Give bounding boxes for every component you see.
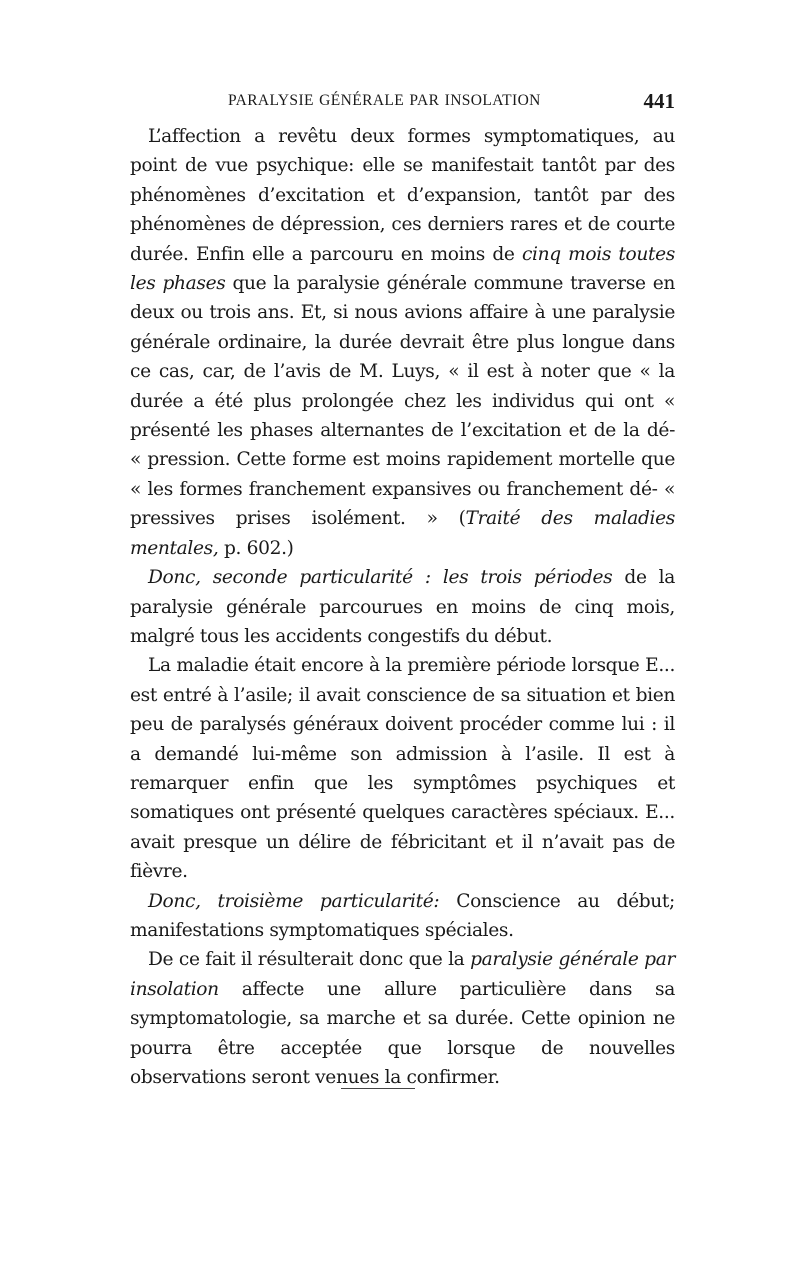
paragraph-4-italic-lead: Donc, troisième particularité: xyxy=(148,890,440,912)
paragraph-1-citation-title: Traité des maladies mentales, xyxy=(130,508,676,559)
paragraph-2-text: de la paralysie générale parcourues en moins de cinq mois, malgré tous les accidents congestifs du début. xyxy=(130,567,675,647)
paragraph-5-text: De ce fait il résulterait donc que la xyxy=(148,949,471,971)
paragraph-3 xyxy=(130,651,675,886)
running-head xyxy=(130,89,675,118)
paragraph-2 xyxy=(130,563,675,651)
paragraph-3-text: La maladie était encore à la première période lorsque E... est entré à l’asile; il avait conscience de sa situation et bien peu de paralysés généraux doivent procéder comme lui : il a demandé lui-même son admission à l’asile. Il est à remarquer enfin que les symptômes psychiques et somatiques ont présenté quelques caractères spéciaux. E... avait presque un délire de fébricitant et il n’avait pas de fièvre. xyxy=(130,655,675,883)
paragraph-5 xyxy=(130,945,675,1092)
paragraph-5-text-cont: affecte une allure particulière dans sa symptomatologie, sa marche et sa durée. Cette opinion ne pourra être acceptée que lorsque de nouvelles observations seront venues la confirmer. xyxy=(130,978,675,1088)
paragraph-1-citation-page: p. 602.) xyxy=(218,537,294,559)
body-text xyxy=(130,122,675,1092)
paragraph-1-italic-phrase: cinq mois toutes les phases xyxy=(130,243,675,295)
closing-rule xyxy=(341,1088,415,1089)
page-number: 441 xyxy=(643,89,675,113)
paragraph-1-text: L’affection a revêtu deux formes symptomatiques, au point de vue psychique: elle se manifestait tantôt par des phénomènes d’excitation et d’expansion, tantôt par des phénomènes de dépression, ces derniers rares et de courte durée. Enfin elle a parcouru en moins de xyxy=(130,126,675,265)
paragraph-1-text-cont: que la paralysie générale commune traverse en deux ou trois ans. Et, si nous avions affaire à une paralysie générale ordinaire, la durée devrait être plus longue dans ce cas, car, de l’avis de M. Luys, « il est à noter que « la durée a été plus prolongée chez les individus qui ont « présenté les phases alternantes de l’excitation et de la dé- « pression. Cette forme est moins rapidement mortelle que « les formes franchement expansives ou franchement dé- « pressives prises isolément. » ( xyxy=(130,273,675,530)
paragraph-1 xyxy=(130,122,675,563)
paragraph-2-italic-lead: Donc, seconde particularité : les trois périodes xyxy=(148,567,613,589)
paragraph-5-italic-phrase: paralysie générale par insolation xyxy=(130,949,676,1000)
running-title: PARALYSIE GÉNÉRALE PAR INSOLATION xyxy=(228,92,541,109)
paragraph-4-text: Conscience au début; manifestations symptomatiques spéciales. xyxy=(130,890,675,941)
paragraph-4 xyxy=(130,887,675,946)
